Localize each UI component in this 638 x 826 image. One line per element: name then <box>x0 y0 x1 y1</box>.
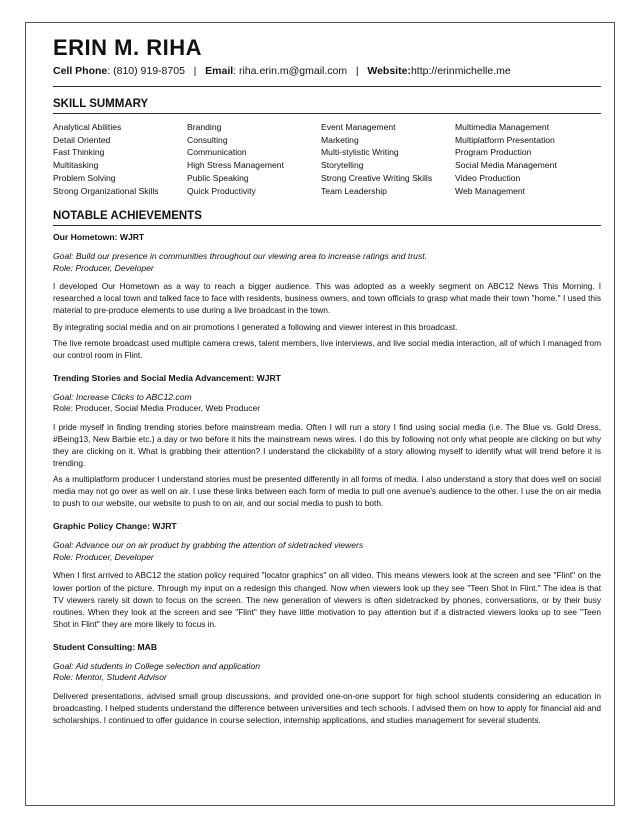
skill-item: Program Production <box>455 147 532 158</box>
skill-item: Video Production <box>455 172 521 183</box>
skill-item: Branding <box>187 122 222 132</box>
skill-item: Problem Solving <box>53 172 116 183</box>
achievement-paragraph: I developed Our Hometown as a way to reach a bigger audience. This was adopted as a weekly segment on ABC12 News This Morning. I researched a local town and talked face to face with residents, business owners, and town officials to grasp what made their town "home." I used this material to pre-produce elements to use during a live broadcast in the town. <box>53 281 601 316</box>
skill-item: Social Media Management <box>455 160 557 171</box>
skill-item: Multitasking <box>53 160 99 171</box>
skill-item: Team Leadership <box>321 185 387 196</box>
email-label: Email <box>205 65 234 77</box>
achievements-divider <box>53 225 601 226</box>
achievement-title: Graphic Policy Change: WJRT <box>53 521 177 532</box>
achievement-role: Role: Producer, Developer <box>53 551 154 562</box>
website-label: Website: <box>367 65 411 77</box>
skill-item: Multi-stylistic Writing <box>321 147 399 158</box>
achievement-goal: Goal: Increase Clicks to ABC12.com <box>53 391 192 402</box>
phone-value: (810) 919-8705 <box>113 65 185 77</box>
skill-summary-heading: SKILL SUMMARY <box>53 98 149 110</box>
skill-item: Public Speaking <box>187 172 249 183</box>
achievement-title: Trending Stories and Social Media Advancement: WJRT <box>53 372 281 383</box>
skill-item: Multimedia Management <box>455 122 550 132</box>
achievement-paragraph: When I first arrived to ABC12 the station policy required "locator graphics" on all video. This means viewers look at the screen and see "Flint" on the lower portion of the picture. Through my input on a redesign this changed. Now when viewers look up they see "Teen Shot in Flint." The idea is that TV viewers rarely sit down to focus on the screen. The new generation of viewers is often sidetracked by phones, conversations, or by their busy routines. When they look at the screen and see "Flint" they have little motivation to pay attention but if a distracted viewers looks up to see "Teen Shot in Flint" they are more likely to focus in. <box>53 570 601 629</box>
achievement-entry <box>53 373 601 510</box>
skill-item: Marketing <box>321 134 359 145</box>
skill-item: Strong Creative Writing Skills <box>321 172 433 183</box>
achievement-entry <box>53 521 601 629</box>
skill-item: Consulting <box>187 134 228 145</box>
skills-grid <box>53 121 601 197</box>
skill-item: Event Management <box>321 122 396 132</box>
achievement-paragraph: The live remote broadcast used multiple camera crews, talent members, live interviews, and live social media interaction, all of which I managed from our control room in Flint. <box>53 337 601 360</box>
achievement-goal: Goal: Aid students in College selection and application <box>53 660 261 671</box>
achievement-paragraph: By integrating social media and on air promotions I generated a following and viewer interest in this broadcast. <box>53 321 458 332</box>
achievement-title: Student Consulting: MAB <box>53 641 158 652</box>
skill-item: Fast Thinking <box>53 147 105 158</box>
achievement-goal: Goal: Build our presence in communities throughout our viewing area to increase ratings and trust. <box>53 251 428 262</box>
phone-label: Cell Phone <box>53 65 108 77</box>
skill-item: Web Management <box>455 185 526 196</box>
website-link[interactable]: http://erinmichelle.me <box>410 65 511 77</box>
resume-content <box>53 35 601 726</box>
skill-item: Multiplatform Presentation <box>455 134 555 145</box>
resume-name: ERIN M. RIHA <box>53 35 202 60</box>
skill-item: Detail Oriented <box>53 134 111 145</box>
skill-item: Quick Productivity <box>187 185 256 196</box>
achievement-entry <box>53 232 601 361</box>
achievement-paragraph: As a multiplatform producer I understand stories must be presented differently in all forms of media. I also understand a story that does well on social media may not go over as well on air. I use these links between each form of media to pull one avenue's audience to the other. I use the on air media to push to our website, our website to push to on air, and our social media to push to both. <box>53 474 601 509</box>
achievement-title: Our Hometown: WJRT <box>53 232 145 243</box>
skill-item: Analytical Abilities <box>53 122 122 132</box>
skill-item: Communication <box>187 147 247 158</box>
achievements-heading: NOTABLE ACHIEVEMENTS <box>53 210 202 223</box>
achievement-entry <box>53 642 601 726</box>
skill-item: High Stress Management <box>187 160 284 171</box>
skill-item: Strong Organizational Skills <box>53 185 159 196</box>
skill-summary-divider <box>53 113 601 114</box>
header-divider <box>53 86 601 87</box>
achievement-goal: Goal: Advance our on air product by grabbing the attention of sidetracked viewers <box>53 540 364 551</box>
resume-page <box>25 22 615 806</box>
achievement-role: Role: Mentor, Student Advisor <box>53 672 167 683</box>
achievement-paragraph: Delivered presentations, advised small group discussions, and provided one-on-one support for high school students considering an education in broadcasting. I helped students understand the difference between universities and tech schools. I advised them on how to apply for financial aid and scholarships. I continued to offer guidance in course selection, internship applications, and studies management for several students. <box>53 690 601 726</box>
achievement-role: Role: Producer, Developer <box>53 262 154 273</box>
email-link[interactable]: riha.erin.m@gmail.com <box>239 65 348 77</box>
skill-item: Storytelling <box>321 160 364 171</box>
achievement-role: Role: Producer, Social Media Producer, Web Producer <box>53 403 261 414</box>
achievement-paragraph: I pride myself in finding trending stories before mainstream media. Often I will run a story I find using social media (i.e. The Blue vs. Gold Dress, #Being13, New Barbie etc.) a day or two before it hits the mainstream news wires. I do this by following not only what people are clicking on but why they are clicking on it. What is grabbing their attention? I understand the clickability of a story allowing myself to identify what will trend before it is trending. <box>53 421 601 469</box>
contact-line: Cell Phone: (810) 919-8705 | Email: riha.erin.m@gmail.com | Website:http://erinmichelle.me <box>53 65 511 77</box>
achievements-list <box>53 232 601 726</box>
